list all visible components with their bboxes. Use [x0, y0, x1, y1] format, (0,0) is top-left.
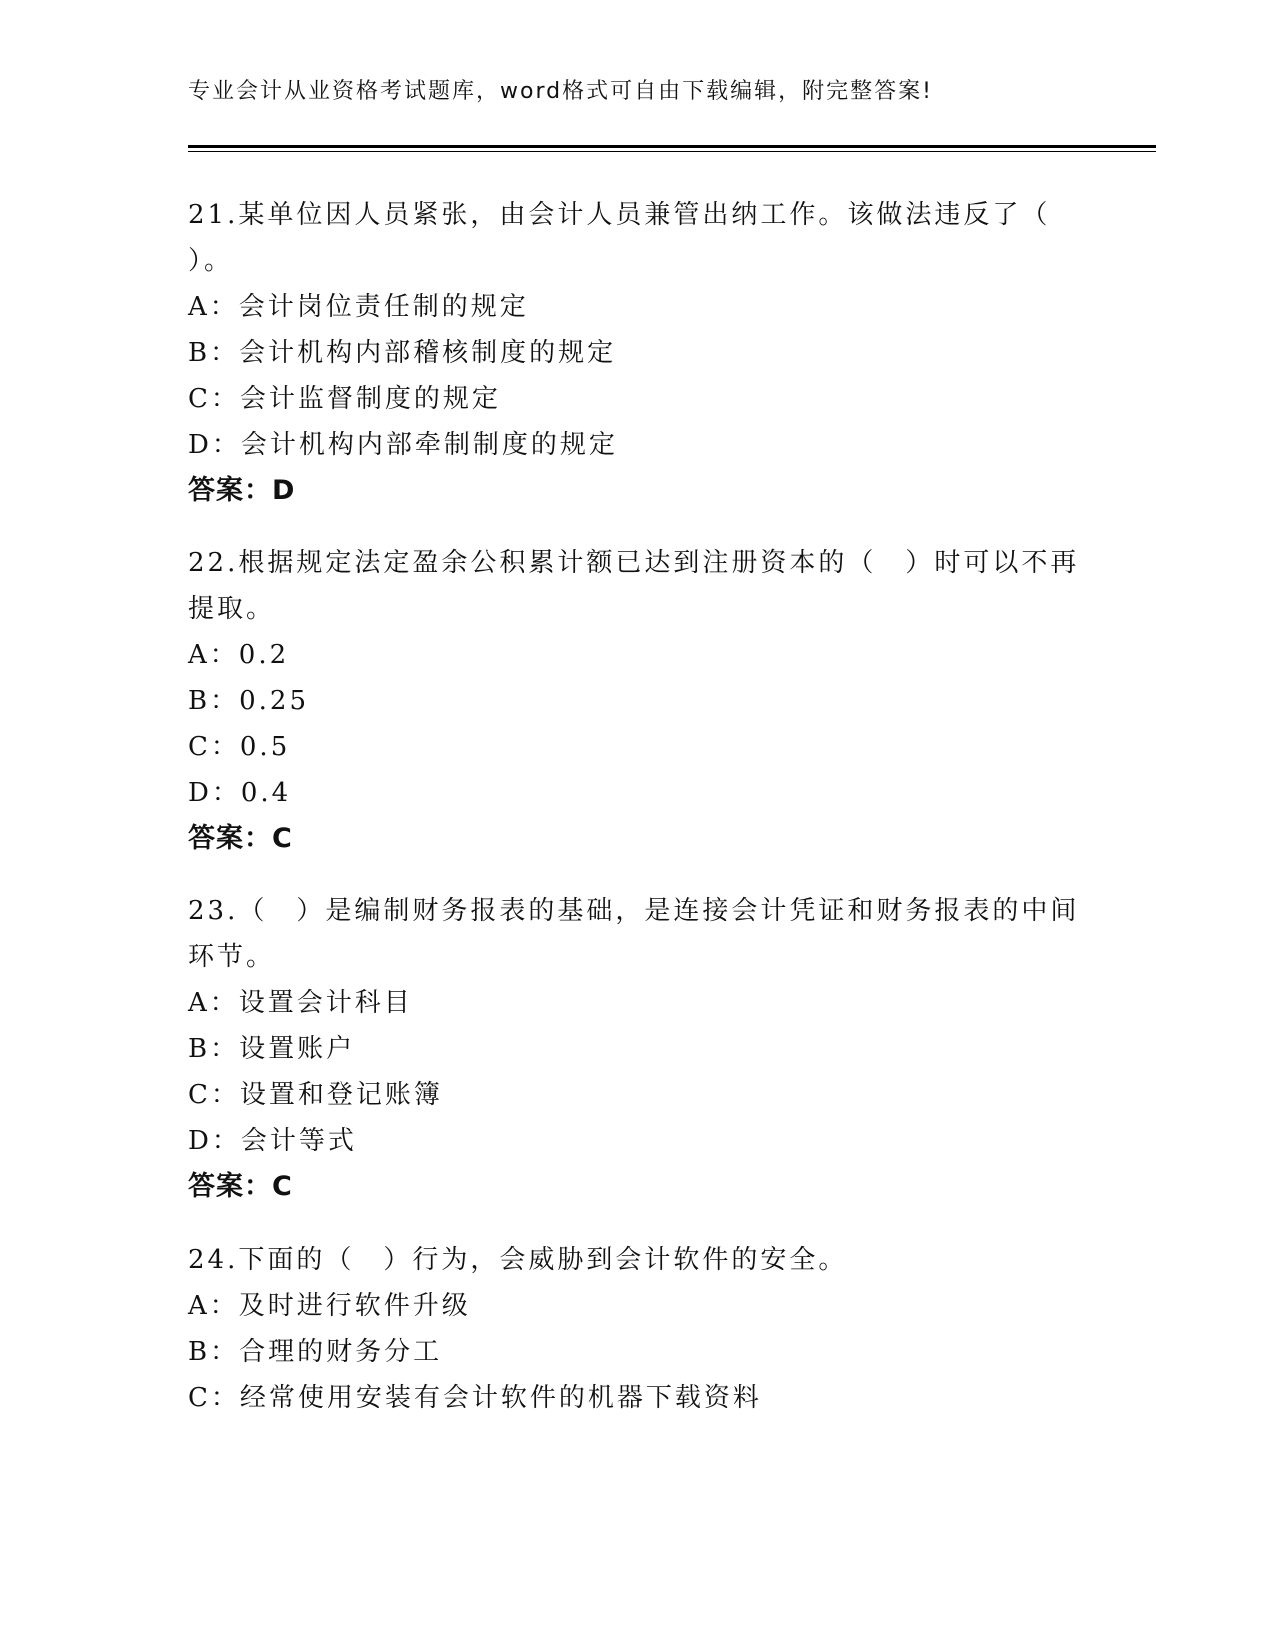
answer: 答案：C [188, 1171, 293, 1202]
option-a: A：设置会计科目 [188, 988, 413, 1018]
option-b: B：0.25 [188, 686, 309, 716]
header-rule-thick [188, 145, 1156, 148]
question-stem-continued: ）。 [188, 246, 234, 276]
question-22 [188, 540, 1088, 862]
option-b: B：设置账户 [188, 1034, 356, 1064]
option-a: A：会计岗位责任制的规定 [188, 292, 529, 322]
option-c: C：0.5 [188, 732, 291, 762]
answer: 答案：D [188, 475, 296, 506]
question-stem: 24.下面的（ ）行为，会威胁到会计软件的安全。 [188, 1245, 848, 1275]
header-rule-thin [188, 151, 1156, 152]
page-header: 专业会计从业资格考试题库，word格式可自由下载编辑，附完整答案! [188, 79, 933, 104]
question-stem: 22.根据规定法定盈余公积累计额已达到注册资本的（ ）时可以不再 [188, 548, 1080, 578]
question-24 [188, 1237, 1088, 1421]
question-stem-continued: 提取。 [188, 594, 276, 624]
question-stem: 23.（ ）是编制财务报表的基础，是连接会计凭证和财务报表的中间 [188, 896, 1080, 926]
option-b: B：会计机构内部稽核制度的规定 [188, 338, 617, 368]
question-stem-continued: 环节。 [188, 942, 276, 972]
option-d: D：0.4 [188, 778, 292, 808]
answer: 答案：C [188, 823, 293, 854]
option-c: C：会计监督制度的规定 [188, 384, 501, 414]
option-d: D：会计等式 [188, 1126, 357, 1156]
question-21 [188, 192, 1088, 514]
question-stem: 21.某单位因人员紧张，由会计人员兼管出纳工作。该做法违反了（ [188, 200, 1051, 230]
question-23 [188, 888, 1088, 1210]
option-a: A：及时进行软件升级 [188, 1291, 471, 1321]
option-a: A：0.2 [188, 640, 290, 670]
option-d: D：会计机构内部牵制制度的规定 [188, 430, 618, 460]
option-c: C：经常使用安装有会计软件的机器下载资料 [188, 1383, 762, 1413]
option-c: C：设置和登记账簿 [188, 1080, 443, 1110]
option-b: B：合理的财务分工 [188, 1337, 443, 1367]
